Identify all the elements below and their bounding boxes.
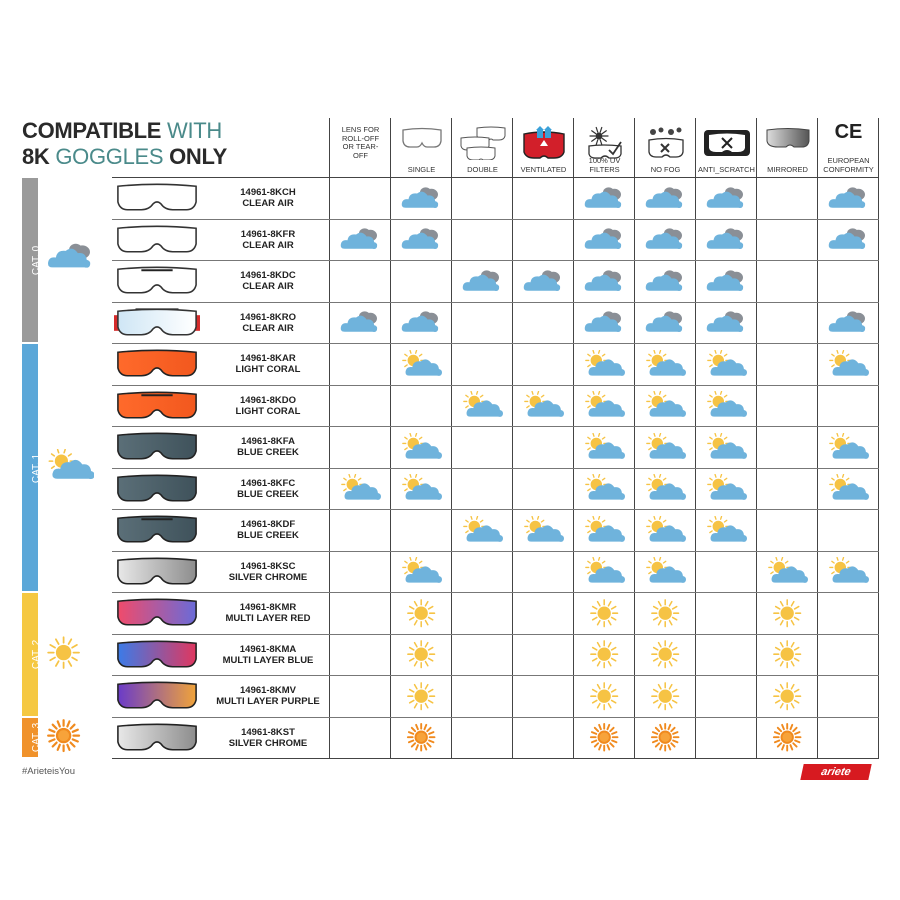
header-divider bbox=[112, 177, 879, 178]
compatibility-mark-cloud-icon bbox=[330, 303, 390, 343]
compatibility-mark-sun-icon bbox=[757, 593, 817, 633]
compatibility-mark-sun-strong-icon bbox=[635, 718, 695, 758]
compatibility-mark-cloud-icon bbox=[574, 178, 634, 218]
compatibility-mark-sun-cloud-icon bbox=[696, 469, 756, 509]
product-name: CLEAR AIR bbox=[242, 239, 294, 251]
product-name: BLUE CREEK bbox=[237, 447, 299, 458]
compatibility-mark-sun-strong-icon bbox=[391, 718, 451, 758]
product-code: 14961-8KST bbox=[241, 726, 295, 738]
compatibility-mark-cloud-icon bbox=[452, 261, 512, 301]
compatibility-mark-sun-icon bbox=[757, 635, 817, 675]
compatibility-mark-sun-cloud-icon bbox=[635, 469, 695, 509]
compatibility-mark-sun-icon bbox=[391, 676, 451, 716]
lens-image-clear-vent bbox=[114, 264, 200, 303]
column-header-single bbox=[391, 118, 452, 178]
column-label-ce: EUROPEAN CONFORMITY bbox=[823, 156, 874, 174]
product-code: 14961-8KSC bbox=[240, 560, 296, 572]
product-code: 14961-8KDO bbox=[240, 394, 296, 406]
compatibility-mark-sun-icon bbox=[391, 635, 451, 675]
lens-image-red bbox=[114, 596, 200, 635]
column-icon-nofog-no-fog-icon bbox=[635, 122, 696, 158]
compatibility-mark-sun-strong-icon bbox=[574, 718, 634, 758]
title-word-compatible: COMPATIBLE bbox=[22, 118, 162, 143]
product-code: 14961-8KCH bbox=[240, 187, 296, 198]
product-name: CLEAR AIR bbox=[242, 322, 294, 334]
compatibility-mark-sun-cloud-icon bbox=[330, 469, 390, 509]
product-name: LIGHT CORAL bbox=[235, 405, 301, 417]
column-label-uv: 100% UV FILTERS bbox=[588, 156, 621, 174]
lens-image-coral bbox=[114, 347, 200, 386]
lens-image-blue-vent bbox=[114, 513, 200, 552]
compatibility-mark-cloud-icon bbox=[391, 303, 451, 343]
column-divider bbox=[329, 118, 330, 759]
brand-logo-text: ariete bbox=[820, 766, 852, 778]
product-code: 14961-8KMV bbox=[240, 685, 296, 696]
lens-image-multiblue bbox=[114, 638, 200, 677]
column-header-uv bbox=[574, 118, 635, 178]
column-header-anti bbox=[696, 118, 757, 178]
compatibility-mark-sun-cloud-icon bbox=[635, 510, 695, 550]
compatibility-mark-cloud-icon bbox=[513, 261, 573, 301]
compatibility-mark-sun-cloud-icon bbox=[574, 427, 634, 467]
compatibility-mark-sun-cloud-icon bbox=[513, 386, 573, 426]
compatibility-mark-cloud-icon bbox=[635, 261, 695, 301]
compatibility-mark-sun-cloud-icon bbox=[513, 510, 573, 550]
product-code: 14961-8KFR bbox=[240, 228, 296, 240]
title-word-8k: 8K bbox=[22, 144, 50, 169]
compatibility-mark-sun-cloud-icon bbox=[818, 552, 878, 592]
compatibility-mark-cloud-icon bbox=[818, 220, 878, 260]
product-label bbox=[212, 685, 324, 707]
category-label bbox=[22, 245, 43, 276]
product-label bbox=[212, 644, 324, 666]
product-name: LIGHT CORAL bbox=[235, 364, 301, 375]
column-header-mirrored bbox=[757, 118, 818, 178]
lens-image-blue bbox=[114, 430, 200, 469]
brand-logo bbox=[800, 764, 871, 780]
compatibility-mark-sun-cloud-icon bbox=[635, 552, 695, 592]
column-divider bbox=[451, 118, 452, 759]
title-word-with: WITH bbox=[161, 118, 223, 143]
product-label bbox=[212, 353, 324, 375]
product-code: 14961-8KMA bbox=[239, 643, 297, 655]
hashtag-footer: #ArieteisYou bbox=[22, 766, 75, 777]
compatibility-mark-cloud-icon bbox=[391, 220, 451, 260]
compatibility-mark-cloud-icon bbox=[330, 220, 390, 260]
product-name: MULTI LAYER RED bbox=[225, 613, 311, 624]
compatibility-mark-sun-cloud-icon bbox=[818, 427, 878, 467]
column-header-nofog bbox=[635, 118, 696, 178]
compatibility-mark-sun-cloud-icon bbox=[635, 386, 695, 426]
lens-image-clear bbox=[114, 181, 200, 220]
product-name: BLUE CREEK bbox=[237, 530, 299, 541]
product-label bbox=[212, 270, 324, 292]
column-header-ce bbox=[818, 118, 879, 178]
column-label-single: SINGLE bbox=[407, 164, 436, 174]
category-label-text: CAT. 0 bbox=[31, 245, 43, 276]
lens-image-silver bbox=[114, 721, 200, 760]
category-label-text: CAT. 3 bbox=[31, 723, 43, 753]
column-icon-ce-ce-mark-icon bbox=[818, 122, 879, 158]
compatibility-mark-sun-icon bbox=[574, 676, 634, 716]
ce-mark-text: CE bbox=[834, 121, 863, 143]
compatibility-mark-cloud-icon bbox=[391, 178, 451, 218]
column-icon-ventilated-ventilated-lens-icon bbox=[513, 122, 574, 158]
compatibility-mark-cloud-icon bbox=[574, 220, 634, 260]
category-icon-sun-cloud bbox=[46, 449, 94, 487]
lens-image-blue bbox=[114, 472, 200, 511]
product-name: MULTI LAYER BLUE bbox=[222, 654, 314, 666]
compatibility-mark-cloud-icon bbox=[696, 220, 756, 260]
product-label bbox=[212, 602, 324, 624]
lens-image-purple bbox=[114, 679, 200, 718]
compatibility-mark-sun-cloud-icon bbox=[452, 510, 512, 550]
compatibility-mark-sun-cloud-icon bbox=[391, 552, 451, 592]
compatibility-mark-sun-cloud-icon bbox=[696, 427, 756, 467]
row-divider bbox=[112, 343, 879, 344]
product-label bbox=[212, 436, 324, 458]
row-divider bbox=[112, 468, 879, 469]
column-label-mirrored: MIRRORED bbox=[767, 164, 808, 174]
column-header-ventilated bbox=[513, 118, 574, 178]
compatibility-mark-sun-icon bbox=[635, 593, 695, 633]
compatibility-mark-sun-icon bbox=[391, 593, 451, 633]
column-icon-double-double-lens-icon bbox=[452, 122, 513, 158]
column-label-ventilated: VENTILATED bbox=[520, 164, 567, 174]
column-divider bbox=[512, 118, 513, 759]
category-icon-cloud bbox=[46, 241, 94, 277]
compatibility-mark-sun-cloud-icon bbox=[818, 469, 878, 509]
lens-image-roll-off bbox=[114, 306, 200, 345]
compatibility-mark-sun-cloud-icon bbox=[574, 386, 634, 426]
compatibility-mark-sun-cloud-icon bbox=[635, 427, 695, 467]
category-icon-sun-strong bbox=[46, 718, 81, 758]
product-label bbox=[212, 395, 324, 417]
compatibility-mark-cloud-icon bbox=[635, 303, 695, 343]
product-name: CLEAR AIR bbox=[242, 198, 294, 209]
product-label bbox=[212, 187, 324, 209]
product-label bbox=[212, 229, 324, 251]
product-code: 14961-8KRO bbox=[240, 311, 296, 323]
lens-image-silver bbox=[114, 555, 200, 594]
compatibility-table bbox=[22, 118, 874, 778]
compatibility-mark-sun-icon bbox=[574, 635, 634, 675]
compatibility-mark-sun-icon bbox=[635, 676, 695, 716]
compatibility-mark-sun-cloud-icon bbox=[696, 344, 756, 384]
product-code: 14961-8KDF bbox=[240, 519, 296, 530]
compatibility-mark-sun-icon bbox=[635, 635, 695, 675]
compatibility-mark-sun-cloud-icon bbox=[391, 344, 451, 384]
compatibility-mark-sun-cloud-icon bbox=[574, 469, 634, 509]
category-label bbox=[22, 453, 43, 483]
compatibility-mark-sun-cloud-icon bbox=[635, 344, 695, 384]
product-label bbox=[212, 519, 324, 541]
compatibility-mark-cloud-icon bbox=[574, 303, 634, 343]
compatibility-mark-sun-cloud-icon bbox=[574, 510, 634, 550]
product-code: 14961-8KFA bbox=[241, 436, 295, 447]
column-icon-anti-anti-scratch-icon bbox=[696, 122, 757, 158]
column-header-double bbox=[452, 118, 513, 178]
compatibility-mark-cloud-icon bbox=[696, 303, 756, 343]
product-code: 14961-8KFC bbox=[240, 477, 296, 489]
category-label bbox=[22, 640, 43, 670]
row-divider bbox=[112, 219, 879, 220]
product-name: CLEAR AIR bbox=[242, 281, 294, 292]
column-header-rolloff bbox=[330, 118, 391, 178]
compatibility-mark-sun-cloud-icon bbox=[452, 386, 512, 426]
title-word-only: ONLY bbox=[163, 144, 227, 169]
column-label-anti: ANTI_SCRATCH bbox=[698, 164, 755, 174]
compatibility-mark-sun-cloud-icon bbox=[818, 344, 878, 384]
column-icon-uv-uv-filter-icon bbox=[574, 122, 635, 158]
column-label-rolloff: LENS FOR ROLL-OFF OR TEAR-OFF bbox=[341, 125, 380, 160]
product-label bbox=[212, 312, 324, 334]
column-icon-mirrored-mirrored-lens-icon bbox=[757, 122, 818, 158]
row-divider bbox=[112, 302, 879, 303]
compatibility-mark-cloud-icon bbox=[818, 178, 878, 218]
compatibility-mark-cloud-icon bbox=[818, 303, 878, 343]
category-divider bbox=[112, 758, 879, 759]
compatibility-mark-sun-icon bbox=[574, 593, 634, 633]
page-title bbox=[22, 118, 227, 169]
product-code: 14961-8KAR bbox=[240, 353, 296, 364]
title-word-goggles: GOGGLES bbox=[49, 144, 164, 169]
column-icon-single-single-lens-icon bbox=[391, 122, 452, 158]
product-name: SILVER CHROME bbox=[228, 737, 308, 749]
product-name: MULTI LAYER PURPLE bbox=[216, 696, 320, 707]
compatibility-mark-sun-cloud-icon bbox=[696, 386, 756, 426]
compatibility-mark-cloud-icon bbox=[635, 178, 695, 218]
compatibility-mark-sun-cloud-icon bbox=[696, 510, 756, 550]
compatibility-mark-sun-cloud-icon bbox=[391, 427, 451, 467]
category-label-text: CAT. 2 bbox=[31, 640, 43, 670]
compatibility-mark-sun-icon bbox=[757, 676, 817, 716]
lens-image-clear bbox=[114, 223, 200, 262]
product-code: 14961-8KDC bbox=[240, 270, 296, 281]
product-label bbox=[212, 727, 324, 749]
compatibility-mark-sun-cloud-icon bbox=[391, 469, 451, 509]
compatibility-mark-sun-cloud-icon bbox=[574, 552, 634, 592]
product-code: 14961-8KMR bbox=[239, 602, 297, 613]
category-icon-sun bbox=[46, 635, 81, 675]
column-label-double: DOUBLE bbox=[467, 164, 498, 174]
compatibility-mark-sun-strong-icon bbox=[757, 718, 817, 758]
compatibility-mark-cloud-icon bbox=[635, 220, 695, 260]
column-divider bbox=[878, 118, 879, 759]
column-label-nofog: NO FOG bbox=[650, 164, 681, 174]
row-divider bbox=[112, 426, 879, 427]
compatibility-mark-cloud-icon bbox=[574, 261, 634, 301]
compatibility-mark-cloud-icon bbox=[696, 261, 756, 301]
compatibility-mark-sun-cloud-icon bbox=[574, 344, 634, 384]
compatibility-mark-sun-cloud-icon bbox=[757, 552, 817, 592]
compatibility-mark-cloud-icon bbox=[696, 178, 756, 218]
product-name: BLUE CREEK bbox=[237, 488, 299, 500]
product-label bbox=[212, 561, 324, 583]
product-label bbox=[212, 478, 324, 500]
lens-image-coral-vent bbox=[114, 389, 200, 428]
category-label-text: CAT. 1 bbox=[31, 453, 43, 483]
category-label bbox=[22, 723, 43, 753]
product-name: SILVER CHROME bbox=[228, 571, 308, 583]
